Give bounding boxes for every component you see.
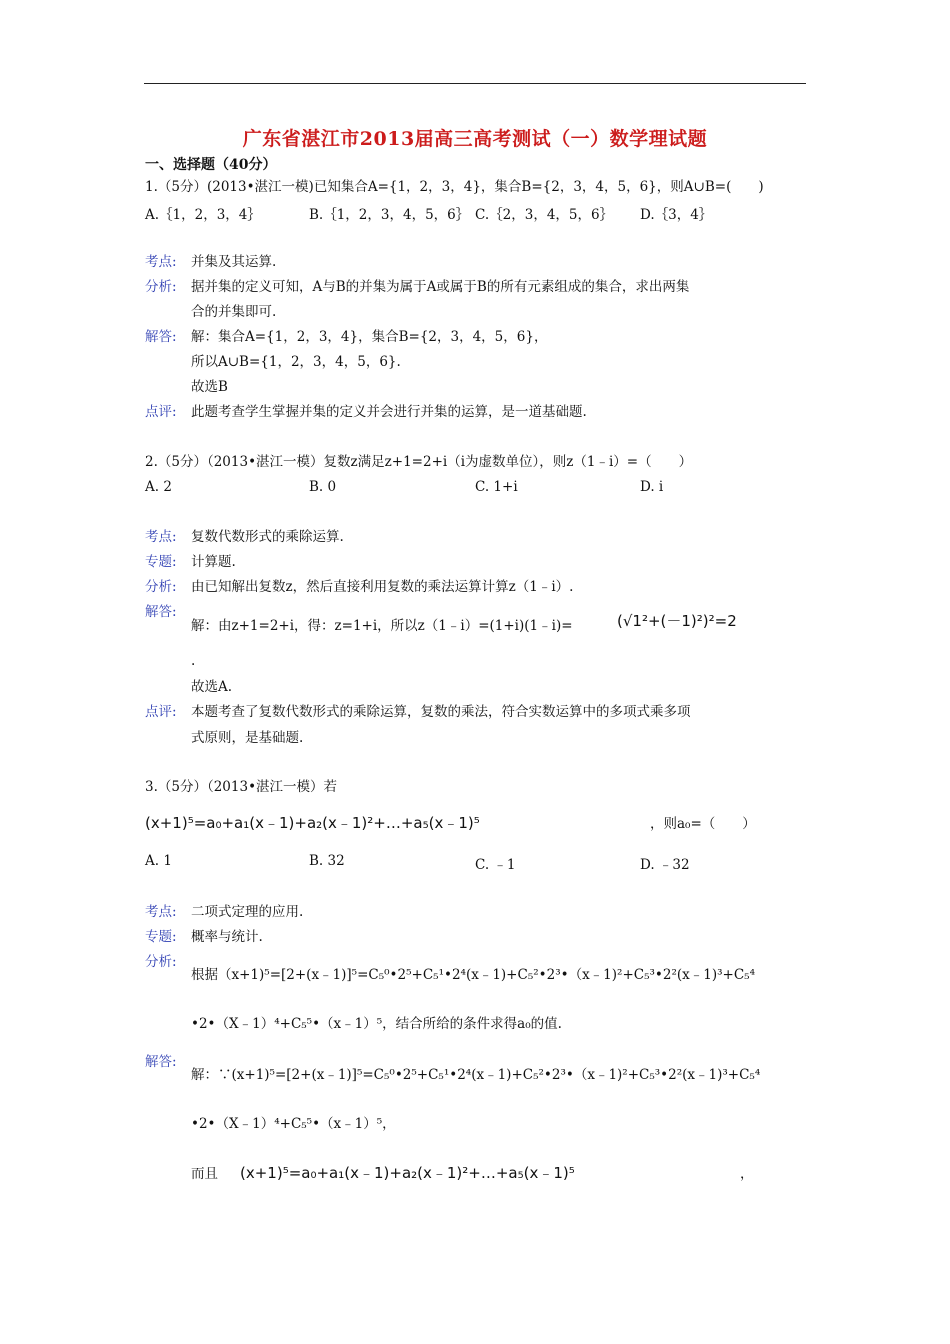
q3-jieda-comma: ， bbox=[740, 1166, 754, 1182]
q1-jieda-line3: 故选B bbox=[191, 379, 228, 395]
q1-jieda-label: 解答: bbox=[145, 329, 177, 345]
q1-option-b: B.｛1，2，3，4，5，6｝ bbox=[309, 207, 470, 223]
q3-kaodian-text: 二项式定理的应用. bbox=[191, 904, 304, 920]
q1-option-c: C.｛2，3，4，5，6｝ bbox=[475, 207, 614, 223]
q3-zhuanti-text: 概率与统计. bbox=[191, 929, 263, 945]
q1-jieda-line1: 解：集合A={1，2，3，4}，集合B={2，3，4，5，6}， bbox=[191, 329, 548, 345]
q3-fenxi-label: 分析: bbox=[145, 954, 177, 970]
q2-dianping-label: 点评: bbox=[145, 704, 177, 720]
q3-option-a: A. 1 bbox=[145, 853, 172, 869]
q3-option-d: D. ﹣32 bbox=[640, 857, 690, 873]
q2-stem: 2.（5分）（2013•湛江一模）复数z满足z+1=2+i（i为虚数单位），则z（1﹣i）=（ ） bbox=[145, 454, 693, 470]
q2-dianping-line1: 本题考查了复数代数形式的乘除运算，复数的乘法，符合实数运算中的多项式乘多项 bbox=[191, 704, 691, 720]
q3-jieda-line2: •2•（X﹣1）⁴+C₅⁵•（x﹣1）⁵， bbox=[191, 1116, 396, 1132]
q2-option-b: B. 0 bbox=[309, 479, 337, 495]
q2-jieda-label: 解答: bbox=[145, 604, 177, 620]
q3-option-b: B. 32 bbox=[309, 853, 345, 869]
document-title: 广东省湛江市2013届高三高考测试（一）数学理试题 bbox=[242, 128, 708, 150]
q3-fenxi-line2: •2•（X﹣1）⁴+C₅⁵•（x﹣1）⁵，结合所给的条件求得a₀的值. bbox=[191, 1016, 562, 1032]
q3-stem: 3.（5分）（2013•湛江一模）若 bbox=[145, 779, 338, 795]
q1-option-a: A.｛1，2，3，4｝ bbox=[145, 207, 261, 223]
q3-jieda-equation: (x+1)⁵=a₀+a₁(x﹣1)+a₂(x﹣1)²+…+a₅(x﹣1)⁵ bbox=[240, 1164, 575, 1182]
q3-jieda-line1: 解：∵(x+1)⁵=[2+(x﹣1)]⁵=C₅⁰•2⁵+C₅¹•2⁴(x﹣1)+C₅²•2³•（x﹣1)²+C₅³•2²(x﹣1)³+C₅⁴ bbox=[191, 1067, 761, 1083]
top-rule bbox=[144, 83, 806, 84]
section-heading: 一、选择题（40分） bbox=[145, 157, 277, 173]
q2-jieda-line2: 故选A. bbox=[191, 679, 233, 695]
q1-jieda-line2: 所以A∪B={1，2，3，4，5，6}. bbox=[191, 354, 401, 370]
q3-jieda-line3-prefix: 而且 bbox=[191, 1166, 218, 1182]
q1-fenxi-line2: 合的并集即可. bbox=[191, 304, 277, 320]
q2-option-d: D. i bbox=[640, 479, 664, 495]
q3-kaodian-label: 考点: bbox=[145, 904, 177, 920]
q1-kaodian-label: 考点: bbox=[145, 254, 177, 270]
q1-stem: 1.（5分）(2013•湛江一模)已知集合A={1，2，3，4}，集合B={2，3，4，5，6}，则A∪B=( ) bbox=[145, 179, 764, 195]
q2-zhuanti-label: 专题: bbox=[145, 554, 177, 570]
q2-option-a: A. 2 bbox=[145, 479, 172, 495]
q1-fenxi-label: 分析: bbox=[145, 279, 177, 295]
q3-fenxi-line1: 根据（x+1)⁵=[2+(x﹣1)]⁵=C₅⁰•2⁵+C₅¹•2⁴(x﹣1)+C₅²•2³•（x﹣1)²+C₅³•2²(x﹣1)³+C₅⁴ bbox=[191, 967, 755, 983]
q2-option-c: C. 1+i bbox=[475, 479, 518, 495]
q3-stem-tail: ，则a₀=（ ） bbox=[650, 816, 756, 832]
q3-zhuanti-label: 专题: bbox=[145, 929, 177, 945]
q2-fenxi-label: 分析: bbox=[145, 579, 177, 595]
q3-jieda-label: 解答: bbox=[145, 1054, 177, 1070]
q2-formula-text: (√1²+(－1)²)²=2 bbox=[617, 612, 737, 630]
q3-equation: (x+1)⁵=a₀+a₁(x﹣1)+a₂(x﹣1)²+…+a₅(x﹣1)⁵ bbox=[145, 814, 480, 832]
q2-fenxi-text: 由已知解出复数z，然后直接利用复数的乘法运算计算z（1﹣i）. bbox=[191, 579, 574, 595]
q3-option-c: C. ﹣1 bbox=[475, 857, 516, 873]
q2-kaodian-text: 复数代数形式的乘除运算. bbox=[191, 529, 344, 545]
q2-dianping-line2: 式原则，是基础题. bbox=[191, 730, 304, 746]
q1-dianping-text: 此题考查学生掌握并集的定义并会进行并集的运算，是一道基础题. bbox=[191, 404, 587, 420]
q2-jieda-line1: 解：由z+1=2+i，得：z=1+i，所以z（1﹣i）=(1+i)(1﹣i)= bbox=[191, 618, 573, 634]
q1-dianping-label: 点评: bbox=[145, 404, 177, 420]
q2-kaodian-label: 考点: bbox=[145, 529, 177, 545]
q1-kaodian-text: 并集及其运算. bbox=[191, 254, 277, 270]
q2-jieda-dot: . bbox=[191, 653, 196, 669]
q1-option-d: D.｛3，4｝ bbox=[640, 207, 713, 223]
q2-zhuanti-text: 计算题. bbox=[191, 554, 236, 570]
q2-jieda-formula bbox=[617, 610, 737, 631]
q1-fenxi-line1: 据并集的定义可知，A与B的并集为属于A或属于B的所有元素组成的集合，求出两集 bbox=[191, 279, 690, 295]
